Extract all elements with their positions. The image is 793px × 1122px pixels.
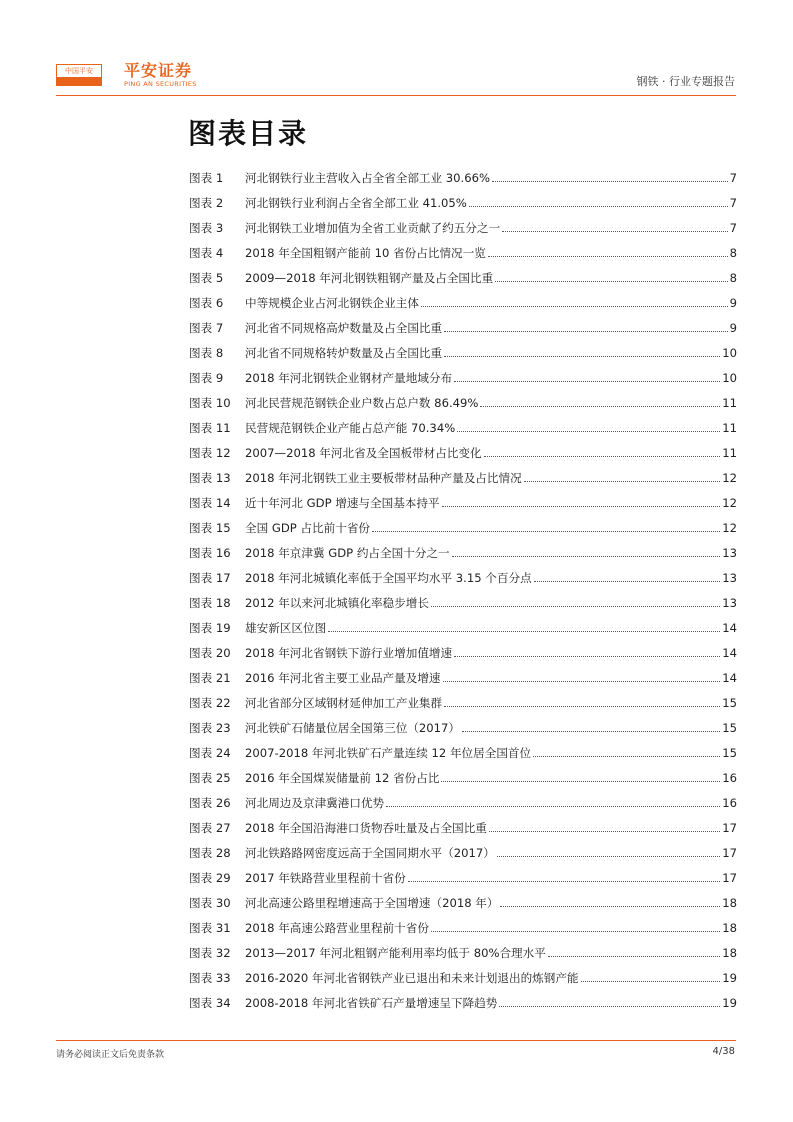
toc-leader-dots [469, 206, 728, 207]
toc-entry[interactable] [189, 690, 737, 715]
toc-leader-dots [372, 531, 720, 532]
toc-entry-label: 图表 20 [189, 645, 231, 660]
toc-leader-dots [457, 431, 720, 432]
toc-entry-title: 近十年河北 GDP 增速与全国基本持平 [245, 495, 440, 510]
toc-leader-dots [442, 506, 721, 507]
toc-entry-title: 河北周边及京津冀港口优势 [245, 795, 385, 810]
toc-entry-title: 2018 年全国粗钢产能前 10 省份占比情况一览 [245, 245, 486, 260]
toc-entry-page: 14 [722, 670, 737, 685]
toc-entry-label: 图表 22 [189, 695, 231, 710]
toc-entry-title: 2016-2020 年河北省钢铁产业已退出和未来计划退出的炼钢产能 [245, 970, 579, 985]
toc-entry[interactable] [189, 165, 737, 190]
toc-leader-dots [454, 381, 720, 382]
toc-entry-label: 图表 7 [189, 320, 224, 335]
toc-entry-title: 2018 年河北钢铁企业钢材产量地域分布 [245, 370, 453, 385]
toc-entry-page: 8 [729, 270, 737, 285]
toc-entry-page: 18 [722, 945, 737, 960]
toc-entry-title: 2018 年河北城镇化率低于全国平均水平 3.15 个百分点 [245, 570, 532, 585]
toc-leader-dots [499, 1006, 720, 1007]
toc-entry-title: 河北钢铁工业增加值为全省工业贡献了约五分之一 [245, 220, 501, 235]
toc-entry[interactable] [189, 415, 737, 440]
toc-entry[interactable] [189, 340, 737, 365]
toc-entry-label: 图表 21 [189, 670, 231, 685]
toc-entry-page: 8 [729, 245, 737, 260]
toc-entry-title: 河北民营规范钢铁企业户数占总户数 86.49% [245, 395, 479, 410]
toc-entry-page: 9 [729, 295, 737, 310]
toc-leader-dots [328, 631, 720, 632]
ping-an-logo [56, 64, 102, 86]
toc-entry-label: 图表 33 [189, 970, 231, 985]
toc-entry-title: 2018 年高速公路营业里程前十省份 [245, 920, 429, 935]
toc-entry-title: 2007—2018 年河北省及全国板带材占比变化 [245, 445, 482, 460]
toc-entry-page: 17 [722, 820, 737, 835]
toc-entry-label: 图表 31 [189, 920, 231, 935]
toc-entry-page: 10 [722, 370, 737, 385]
toc-entry-title: 河北高速公路里程增速高于全国增速（2018 年） [245, 895, 499, 910]
toc-entry-title: 2013—2017 年河北粗钢产能利用率均低于 80%合理水平 [245, 945, 546, 960]
toc-entry-label: 图表 25 [189, 770, 231, 785]
toc-entry[interactable] [189, 315, 737, 340]
toc-entry-page: 16 [722, 770, 737, 785]
toc-entry[interactable] [189, 240, 737, 265]
toc-entry-page: 13 [722, 570, 737, 585]
toc-entry-page: 7 [729, 220, 737, 235]
toc-entry-title: 2017 年铁路营业里程前十省份 [245, 870, 406, 885]
toc-entry-title: 雄安新区区位图 [245, 620, 327, 635]
header-divider [56, 95, 736, 96]
toc-entry-title: 2009—2018 年河北钢铁粗钢产量及占全国比重 [245, 270, 494, 285]
toc-entry-page: 15 [722, 745, 737, 760]
toc-entry[interactable] [189, 965, 737, 990]
toc-entry-label: 图表 26 [189, 795, 231, 810]
toc-entry[interactable] [189, 715, 737, 740]
toc-leader-dots [480, 406, 720, 407]
toc-entry-page: 11 [722, 420, 737, 435]
toc-entry-title: 中等规模企业占河北钢铁企业主体 [245, 295, 419, 310]
toc-entry-label: 图表 34 [189, 995, 231, 1010]
toc-entry-title: 全国 GDP 占比前十省份 [245, 520, 371, 535]
toc-entry[interactable] [189, 790, 737, 815]
toc-leader-dots [533, 756, 720, 757]
toc-leader-dots [462, 731, 720, 732]
toc-entry-label: 图表 14 [189, 495, 231, 510]
toc-entry-title: 河北铁路路网密度远高于全国同期水平（2017） [245, 845, 495, 860]
toc-entry-page: 11 [722, 395, 737, 410]
toc-entry-page: 12 [722, 495, 737, 510]
toc-entry-page: 11 [722, 445, 737, 460]
toc-entry[interactable] [189, 215, 737, 240]
toc-entry-label: 图表 17 [189, 570, 231, 585]
logo-bar [57, 77, 101, 85]
toc-entry-page: 12 [722, 520, 737, 535]
logo-text: 中国平安 [65, 67, 93, 75]
toc-entry-page: 15 [722, 720, 737, 735]
toc-entry-title: 2018 年河北钢铁工业主要板带材品种产量及占比情况 [245, 470, 522, 485]
toc-entry[interactable] [189, 765, 737, 790]
toc-entry-label: 图表 3 [189, 220, 224, 235]
toc-entry-page: 18 [722, 920, 737, 935]
toc-list [189, 165, 737, 1015]
toc-leader-dots [488, 256, 728, 257]
toc-entry-title: 河北钢铁行业利润占全省全部工业 41.05% [245, 195, 467, 210]
toc-leader-dots [548, 956, 720, 957]
toc-entry[interactable] [189, 865, 737, 890]
toc-title: 图表目录 [188, 117, 309, 150]
toc-entry-page: 16 [722, 795, 737, 810]
toc-leader-dots [524, 481, 721, 482]
toc-entry-title: 河北钢铁行业主营收入占全省全部工业 30.66% [245, 170, 490, 185]
toc-entry[interactable] [189, 565, 737, 590]
toc-entry-title: 河北省部分区域钢材延伸加工产业集群 [245, 695, 443, 710]
toc-entry-label: 图表 5 [189, 270, 224, 285]
toc-entry-title: 2016 年全国煤炭储量前 12 省份占比 [245, 770, 440, 785]
toc-entry[interactable] [189, 815, 737, 840]
toc-leader-dots [431, 606, 720, 607]
toc-entry-title: 河北省不同规格转炉数量及占全国比重 [245, 345, 443, 360]
toc-leader-dots [386, 806, 720, 807]
toc-entry-label: 图表 4 [189, 245, 224, 260]
toc-leader-dots [408, 881, 721, 882]
toc-entry-title: 2018 年京津冀 GDP 约占全国十分之一 [245, 545, 450, 560]
toc-entry-label: 图表 10 [189, 395, 231, 410]
toc-entry[interactable] [189, 440, 737, 465]
toc-leader-dots [534, 581, 721, 582]
toc-entry-label: 图表 29 [189, 870, 231, 885]
toc-entry[interactable] [189, 265, 737, 290]
toc-entry-page: 19 [722, 970, 737, 985]
toc-entry-title: 民营规范钢铁企业产能占总产能 70.34% [245, 420, 456, 435]
toc-entry-page: 13 [722, 595, 737, 610]
toc-entry-page: 13 [722, 545, 737, 560]
toc-entry[interactable] [189, 615, 737, 640]
toc-entry[interactable] [189, 990, 737, 1015]
toc-leader-dots [444, 706, 720, 707]
toc-entry-label: 图表 13 [189, 470, 231, 485]
toc-leader-dots [484, 456, 721, 457]
toc-entry-label: 图表 19 [189, 620, 231, 635]
toc-leader-dots [421, 306, 728, 307]
toc-leader-dots [444, 356, 720, 357]
page-number: 4/38 [712, 1046, 735, 1057]
toc-entry[interactable] [189, 915, 737, 940]
brand-name-cn: 平安证券 [124, 61, 193, 80]
toc-entry-title: 2012 年以来河北城镇化率稳步增长 [245, 595, 429, 610]
footer-divider [56, 1040, 736, 1041]
toc-entry-page: 18 [722, 895, 737, 910]
toc-entry-page: 17 [722, 870, 737, 885]
toc-entry-page: 14 [722, 645, 737, 660]
toc-entry[interactable] [189, 365, 737, 390]
toc-entry-title: 2007-2018 年河北铁矿石产量连续 12 年位居全国首位 [245, 745, 532, 760]
toc-entry-label: 图表 15 [189, 520, 231, 535]
toc-entry-page: 17 [722, 845, 737, 860]
toc-entry-page: 10 [722, 345, 737, 360]
toc-entry-label: 图表 24 [189, 745, 231, 760]
toc-entry-label: 图表 23 [189, 720, 231, 735]
toc-leader-dots [441, 781, 720, 782]
toc-entry-label: 图表 27 [189, 820, 231, 835]
toc-leader-dots [497, 856, 720, 857]
toc-entry-page: 9 [729, 320, 737, 335]
toc-entry[interactable] [189, 540, 737, 565]
footer-disclaimer: 请务必阅读正文后免责条款 [56, 1050, 165, 1060]
toc-entry-page: 12 [722, 470, 737, 485]
toc-entry[interactable] [189, 640, 737, 665]
toc-entry-label: 图表 6 [189, 295, 224, 310]
toc-entry-label: 图表 16 [189, 545, 231, 560]
toc-entry[interactable] [189, 515, 737, 540]
toc-leader-dots [489, 831, 720, 832]
toc-entry[interactable] [189, 890, 737, 915]
report-type: 钢铁 · 行业专题报告 [636, 75, 735, 88]
toc-entry[interactable] [189, 490, 737, 515]
toc-entry-label: 图表 28 [189, 845, 231, 860]
toc-entry-label: 图表 2 [189, 195, 224, 210]
toc-entry[interactable] [189, 290, 737, 315]
toc-leader-dots [444, 331, 728, 332]
toc-entry[interactable] [189, 465, 737, 490]
toc-entry-label: 图表 12 [189, 445, 231, 460]
toc-leader-dots [431, 931, 720, 932]
toc-entry-title: 2018 年河北省钢铁下游行业增加值增速 [245, 645, 453, 660]
toc-leader-dots [500, 906, 720, 907]
toc-leader-dots [452, 556, 721, 557]
toc-entry-label: 图表 18 [189, 595, 231, 610]
toc-leader-dots [443, 681, 721, 682]
page-header [0, 0, 793, 100]
toc-leader-dots [581, 981, 721, 982]
toc-leader-dots [495, 281, 727, 282]
toc-entry-page: 19 [722, 995, 737, 1010]
toc-entry-label: 图表 8 [189, 345, 224, 360]
toc-entry-page: 15 [722, 695, 737, 710]
toc-leader-dots [492, 181, 728, 182]
toc-entry-label: 图表 9 [189, 370, 224, 385]
toc-leader-dots [502, 231, 728, 232]
toc-entry-page: 7 [729, 170, 737, 185]
toc-entry-title: 2016 年河北省主要工业品产量及增速 [245, 670, 441, 685]
toc-entry-title: 河北铁矿石储量位居全国第三位（2017） [245, 720, 461, 735]
toc-entry-title: 2018 年全国沿海港口货物吞吐量及占全国比重 [245, 820, 487, 835]
toc-entry[interactable] [189, 665, 737, 690]
toc-entry-label: 图表 1 [189, 170, 224, 185]
toc-leader-dots [454, 656, 720, 657]
toc-entry-label: 图表 11 [189, 420, 231, 435]
toc-entry[interactable] [189, 740, 737, 765]
toc-entry[interactable] [189, 190, 737, 215]
toc-entry[interactable] [189, 590, 737, 615]
toc-entry-title: 河北省不同规格高炉数量及占全国比重 [245, 320, 443, 335]
toc-entry-label: 图表 30 [189, 895, 231, 910]
toc-entry[interactable] [189, 840, 737, 865]
brand-name-en: PING AN SECURITIES [124, 80, 197, 88]
toc-entry-page: 7 [729, 195, 737, 210]
toc-entry-label: 图表 32 [189, 945, 231, 960]
toc-entry-title: 2008-2018 年河北省铁矿石产量增速呈下降趋势 [245, 995, 498, 1010]
toc-entry-page: 14 [722, 620, 737, 635]
toc-entry[interactable] [189, 940, 737, 965]
toc-entry[interactable] [189, 390, 737, 415]
